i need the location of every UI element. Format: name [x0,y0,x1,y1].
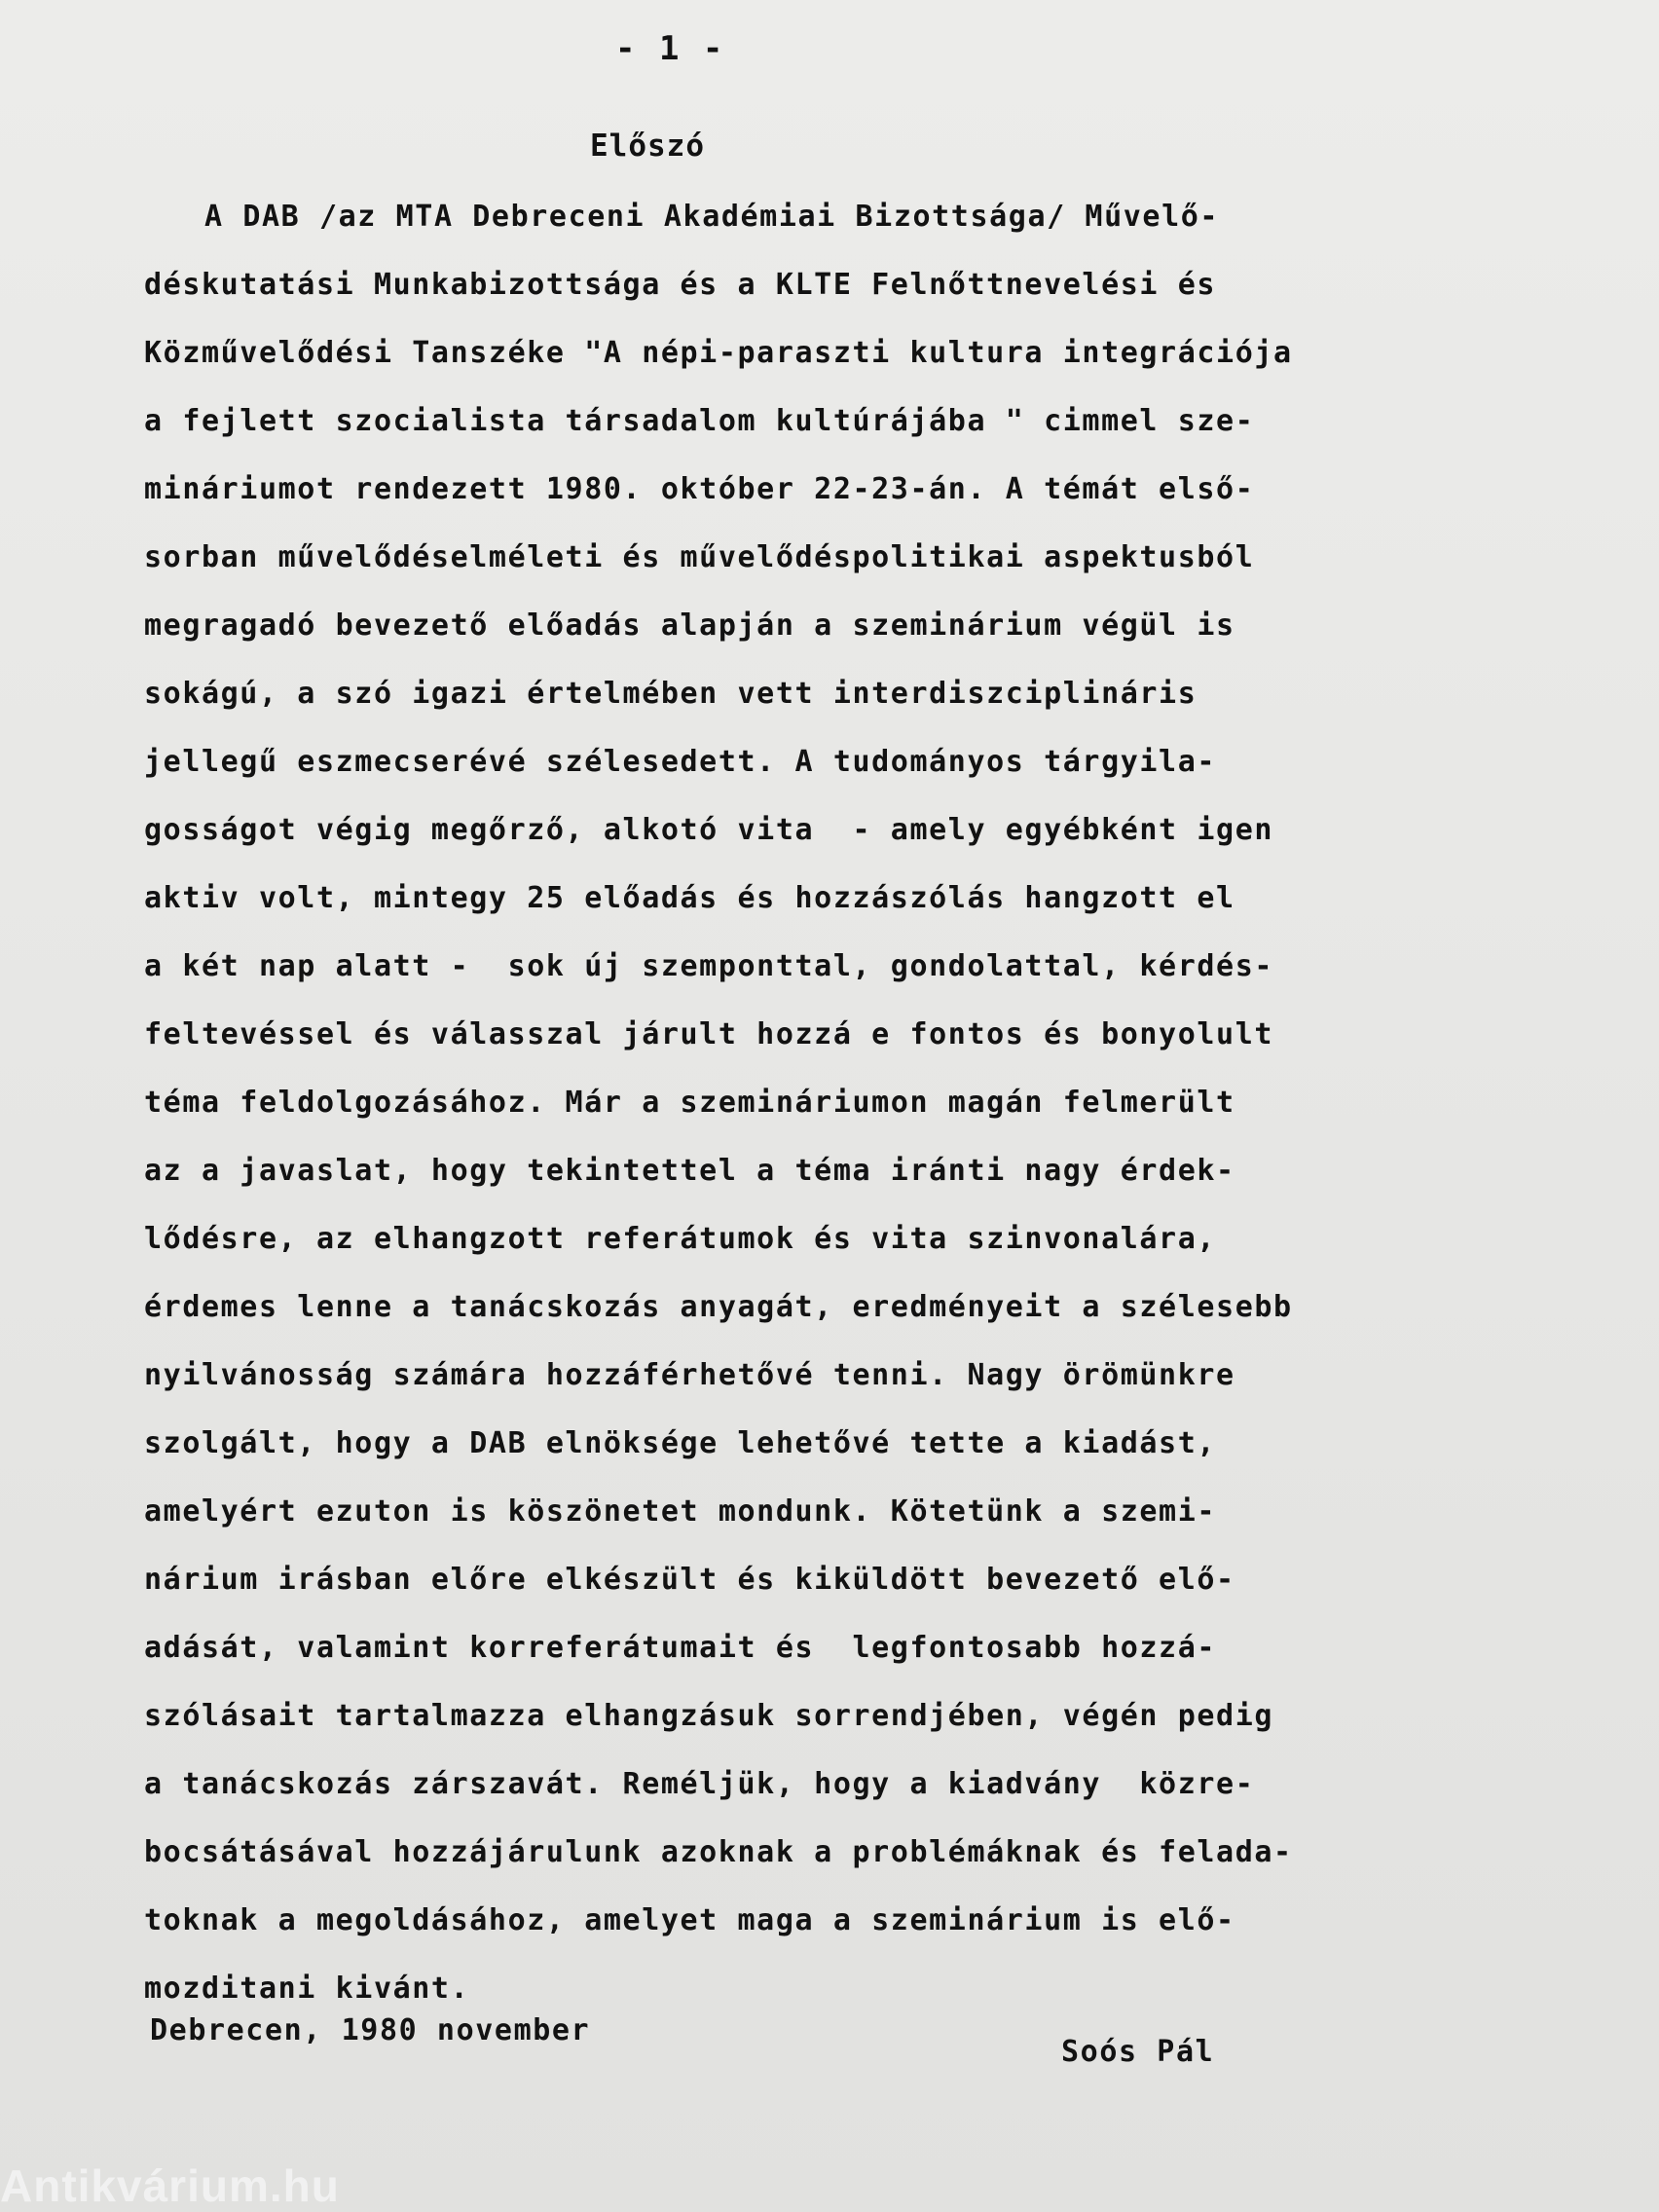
text-line: lődésre, az elhangzott referátumok és vita szinvonalára, [144,1222,1217,1256]
body-text [144,195,1410,2035]
text-line: aktiv volt, mintegy 25 előadás és hozzászólás hangzott el [144,881,1235,915]
text-line: nyilvánosság számára hozzáférhetővé tenni. Nagy örömünkre [144,1358,1235,1392]
text-line: déskutatási Munkabizottsága és a KLTE Felnőttnevelési és [144,268,1217,302]
text-line: Közművelődési Tanszéke "A népi-paraszti kultura integrációja [144,336,1293,370]
text-line: toknak a megoldásához, amelyet maga a szeminárium is elő- [144,1903,1235,1937]
author-signature: Soós Pál [1061,2035,1215,2069]
place-date: Debrecen, 1980 november [150,2013,591,2047]
text-line: adását, valamint korreferátumait és legfontosabb hozzá- [144,1631,1217,1665]
text-line: mozditani kivánt. [144,1972,470,2006]
text-line: megragadó bevezető előadás alapján a szeminárium végül is [144,608,1235,643]
text-line: érdemes lenne a tanácskozás anyagát, eredményeit a szélesebb [144,1290,1293,1324]
watermark: Antikvárium.hu [0,2160,340,2211]
page-number: - 1 - [615,29,725,68]
text-line: jellegű eszmecserévé szélesedett. A tudományos tárgyila- [144,745,1217,779]
text-line: feltevéssel és válasszal járult hozzá e fontos és bonyolult [144,1017,1274,1051]
text-line: A DAB /az MTA Debreceni Akadémiai Bizottsága/ Művelő- [204,200,1220,234]
text-line: téma feldolgozásához. Már a szemináriumon magán felmerült [144,1086,1235,1120]
text-line: az a javaslat, hogy tekintettel a téma iránti nagy érdek- [144,1154,1235,1188]
text-line: szolgált, hogy a DAB elnöksége lehetővé tette a kiadást, [144,1426,1217,1460]
text-line: amelyért ezuton is köszönetet mondunk. Kötetünk a szemi- [144,1494,1217,1529]
text-line: szólásait tartalmazza elhangzásuk sorrendjében, végén pedig [144,1699,1274,1733]
text-line: a fejlett szocialista társadalom kultúrájába " cimmel sze- [144,404,1255,438]
page-title: Előszó [590,129,705,164]
text-line: sorban művelődéselméleti és művelődéspolitikai aspektusból [144,540,1255,574]
text-line: mináriumot rendezett 1980. október 22-23-án. A témát első- [144,472,1255,506]
text-line: a két nap alatt - sok új szemponttal, gondolattal, kérdés- [144,949,1274,983]
text-line: nárium irásban előre elkészült és kiküldött bevezető elő- [144,1563,1235,1597]
text-line: a tanácskozás zárszavát. Reméljük, hogy a kiadvány közre- [144,1767,1255,1801]
text-line: sokágú, a szó igazi értelmében vett interdiszciplináris [144,677,1198,711]
text-line: gosságot végig megőrző, alkotó vita - amely egyébként igen [144,813,1274,847]
text-line: bocsátásával hozzájárulunk azoknak a problémáknak és felada- [144,1835,1293,1869]
